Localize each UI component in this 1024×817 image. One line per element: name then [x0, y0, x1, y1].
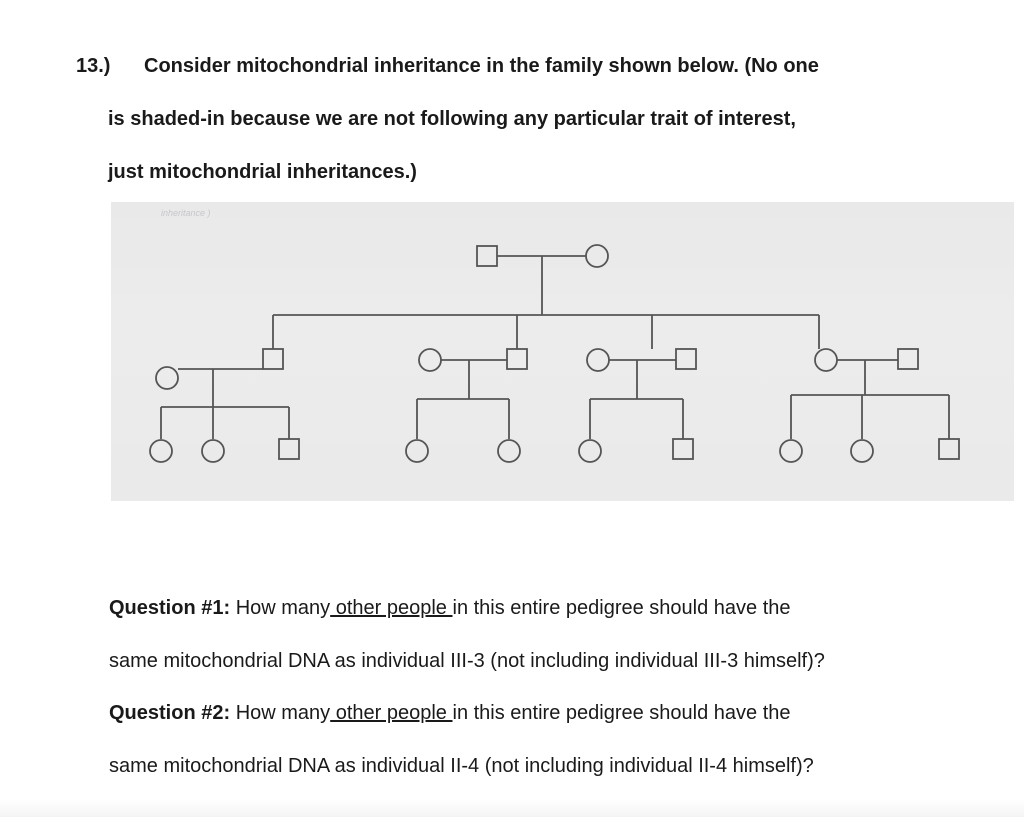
problem-line-2: is shaded-in because we are not following any particular trait of interest,	[108, 108, 796, 130]
pedigree-female-III-9	[851, 440, 873, 462]
questions-section	[109, 582, 989, 792]
question-2-underline: other people	[330, 702, 453, 724]
question-2-line-1: Question #2: How many other people in this entire pedigree should have the	[109, 702, 791, 724]
question-1-underline: other people	[330, 597, 453, 619]
pedigree-figure	[111, 202, 1014, 501]
question-2-line-2: same mitochondrial DNA as individual II-4 (not including individual II-4 himself)?	[109, 754, 814, 777]
pedigree-male-II-2	[263, 349, 283, 369]
pedigree-female-II-1	[156, 367, 178, 389]
pedigree-female-III-4	[406, 440, 428, 462]
pedigree-female-II-3	[419, 349, 441, 371]
question-1-line-2: same mitochondrial DNA as individual III-3 (not including individual III-3 himself)?	[109, 649, 825, 672]
page-bottom-edge	[0, 800, 1024, 817]
pedigree-female-III-2	[202, 440, 224, 462]
pedigree-female-III-1	[150, 440, 172, 462]
pedigree-female-II-5	[587, 349, 609, 371]
pedigree-male-II-4	[507, 349, 527, 369]
pedigree-female-I-2	[586, 245, 608, 267]
pedigree-male-II-6	[676, 349, 696, 369]
problem-line-1: Consider mitochondrial inheritance in the family shown below. (No one	[144, 55, 819, 77]
question-1-line-1: Question #1: How many other people in this entire pedigree should have the	[109, 597, 791, 619]
problem-line-3: just mitochondrial inheritances.)	[108, 161, 417, 183]
question-2-label: Question #2:	[109, 702, 231, 724]
pedigree-male-III-7	[673, 439, 693, 459]
pedigree-male-III-3	[279, 439, 299, 459]
problem-13-text	[76, 40, 976, 199]
pedigree-male-I-1	[477, 246, 497, 266]
pedigree-male-II-8	[898, 349, 918, 369]
pedigree-male-III-10	[939, 439, 959, 459]
pedigree-female-III-5	[498, 440, 520, 462]
pedigree-female-II-7	[815, 349, 837, 371]
pedigree-chart	[111, 202, 1014, 501]
pedigree-female-III-8	[780, 440, 802, 462]
problem-number: 13.)	[76, 55, 111, 77]
question-1-label: Question #1:	[109, 597, 231, 619]
pedigree-female-III-6	[579, 440, 601, 462]
figure-faint-text: inheritance )	[161, 208, 211, 218]
